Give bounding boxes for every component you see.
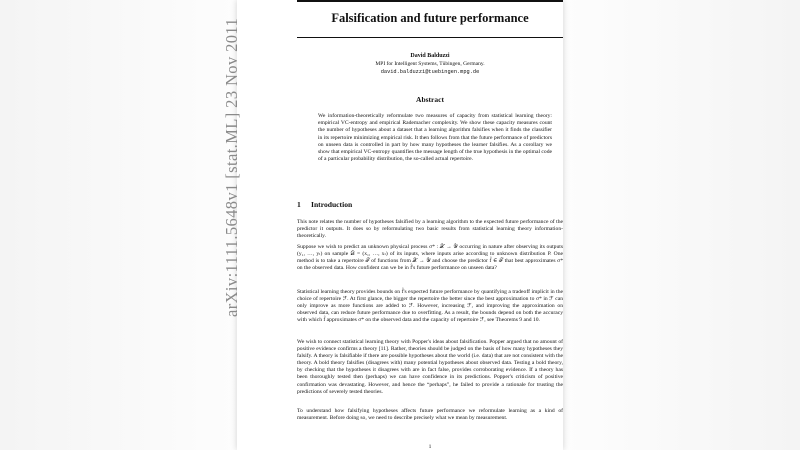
title-rule-top (297, 0, 563, 2)
paper-title: Falsification and future performance (331, 11, 529, 25)
viewer-background-right (563, 0, 800, 450)
page-number: 1 (428, 444, 432, 450)
paragraph: Statistical learning theory provides bounds on f̂'s expected future performance by quantifying a tradeoff implicit in the choice of repertoire ℱ. At first glance, the bigger the repertoire the better since the best approximation to σ* in ℱ can only improve as more functions are added to ℱ. However, increasing ℱ, and improving the approximation on observed data, can reduce future performance due to overfitting. As a result, the bounds depend on both the accuracy with which f̂ approximates σ* on the observed data and the capacity of repertoire ℱ, see Theorems 9 and 10. (297, 289, 563, 324)
section-title: Introduction (311, 200, 353, 209)
paragraph: Suppose we wish to predict an unknown physical process σ* : 𝒳 → 𝒴 occurring in nature after observing its outputs (y₁, …, yₗ) on sample 𝒟 = (x₁, …, xₗ) of its inputs, where inputs arise according to unknown distribution P. One method is to take a repertoire ℱ of functions from 𝒳 → 𝒴 and choose the predictor f̂ ∈ ℱ that best approximates σ* on the observed data. How confident can we be in f̂'s future performance on unseen data? (297, 244, 563, 272)
paragraph: To understand how falsifying hypotheses affects future performance we reformulate learning as a kind of measurement. Before doing so, we need to describe precisely what we mean by measurement. (297, 408, 563, 422)
viewer-background-left (0, 0, 237, 450)
section-number: 1 (297, 200, 301, 209)
author-email: david.balduzzi@tuebingen.mpg.de (380, 69, 480, 75)
section-heading (297, 200, 352, 209)
title-rule-bottom (297, 37, 563, 38)
arxiv-stamp-text: arXiv:1111.5648v1 [stat.ML] 23 Nov 2011 (222, 17, 241, 317)
paragraph: We wish to connect statistical learning theory with Popper's ideas about falsification. Popper argued that no amount of positive evidence confirms a theory [11]. Rather, theories should be judged on the basis of how many hypotheses they falsify. A theory is falsifiable if there are possible hypotheses about the world (i.e. data) that are not consistent with the theory. A bold theory falsifies (disagrees with) many potential hypotheses about observed data. Testing a bold theory, by checking that the hypotheses it disagrees with are in fact false, provides corroborating evidence. If a theory has been thoroughly tested then (perhaps) we can have confidence in its predictions. Popper's criticism of positive confirmation was devastating. However, and hence the “perhaps”, he failed to provide a rationale for trusting the predictions of severely tested theories. (297, 339, 563, 395)
author-affiliation: MPI for Intelligent Systems, Tübingen, Germany. (375, 61, 485, 67)
author-name: David Balduzzi (410, 53, 450, 59)
abstract-heading: Abstract (416, 95, 444, 104)
abstract-text: We information-theoretically reformulate two measures of capacity from statistical learning theory: empirical VC-entropy and empirical Rademacher complexity. We show these capacity measures count the number of hypotheses about a dataset that a learning algorithm falsifies when it finds the classifier in its repertoire minimizing empirical risk. It then follows from that the future performance of predictors on unseen data is controlled in part by how many hypotheses the learner falsifies. As a corollary we show that empirical VC-entropy quantifies the message length of the true hypothesis in the optimal code of a particular probability distribution, the so-called actual repertoire. (318, 113, 552, 163)
paragraph: This note relates the number of hypotheses falsified by a learning algorithm to the expected future performance of the predictor it outputs. It does so by reformulating two basic results from statistical learning theory information-theoretically. (297, 219, 563, 240)
